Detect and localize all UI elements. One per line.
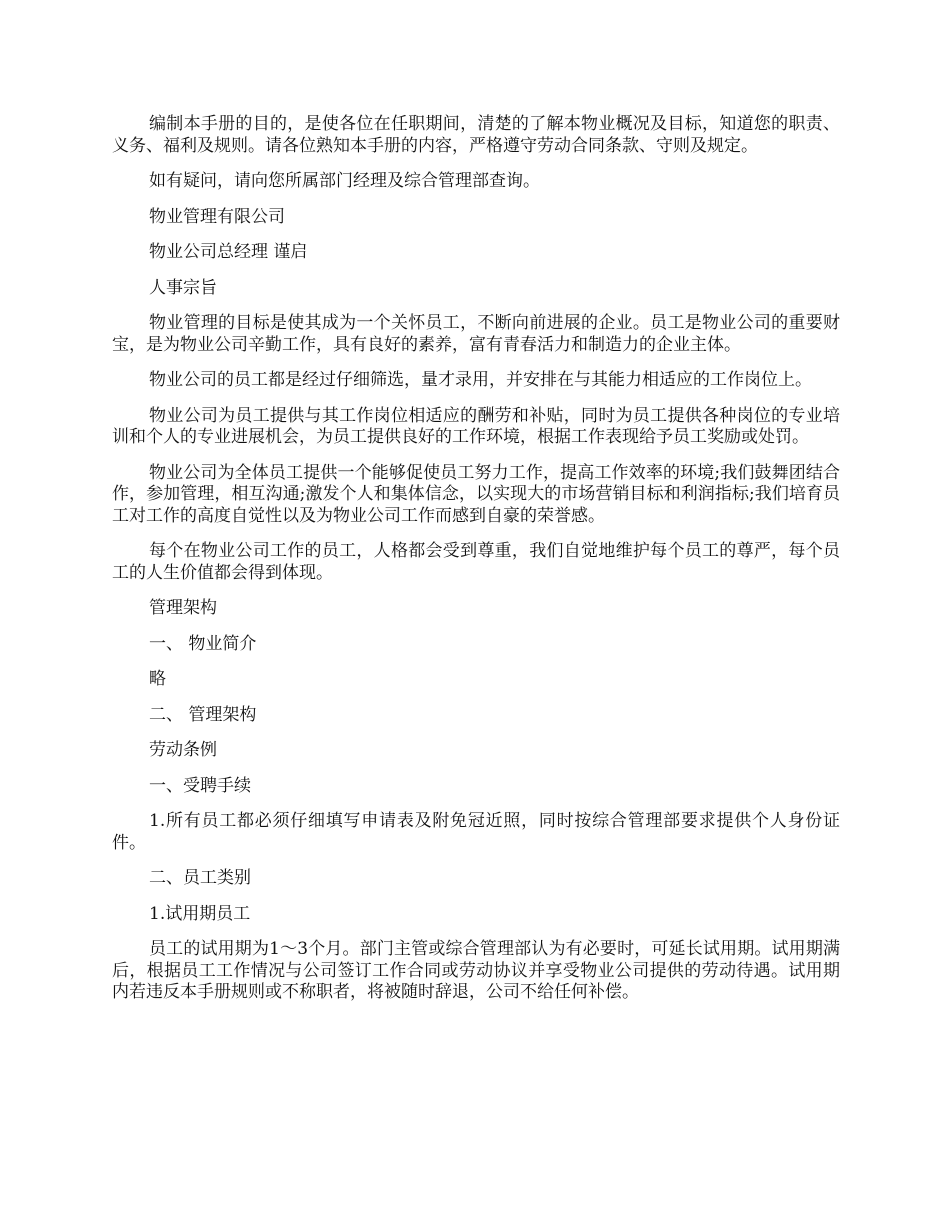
heading-management-structure-2: 二、 管理架构 xyxy=(149,704,257,725)
paragraph-application-form: 1.所有员工都必须仔细填写申请表及附免冠近照，同时按综合管理部要求提供个人身份证件。 xyxy=(112,811,840,853)
paragraph-compensation: 物业公司为员工提供与其工作岗位相适应的酬劳和补贴，同时为员工提供各种岗位的专业培训和个人的专业进展机会，为员工提供良好的工作环境，根据工作表现给予员工奖励或处罚。 xyxy=(112,405,840,447)
paragraph-work-environment: 物业公司为全体员工提供一个能够促使员工努力工作，提高工作效率的环境;我们鼓舞团结合作，参加管理，相互沟通;激发个人和集体信念，以实现大的市场营销目标和利润指标;我们培育员工对工作的高度自觉性以及为物业公司工作而感到自豪的荣誉感。 xyxy=(112,462,841,526)
document-body xyxy=(112,114,840,1018)
paragraph-probation-period: 员工的试用期为1～3个月。部门主管或综合管理部认为有必要时，可延长试用期。试用期满后，根据员工工作情况与公司签订工作合同或劳动协议并享受物业公司提供的劳动待遇。试用期内若违反本手册规则或不称职者，将被随时辞退，公司不给任何补偿。 xyxy=(112,939,840,1002)
paragraph-company-name: 物业管理有限公司 xyxy=(149,206,285,227)
paragraph-signature: 物业公司总经理 谨启 xyxy=(149,242,308,262)
paragraph-employee-selection: 物业公司的员工都是经过仔细筛选，量才录用，并安排在与其能力相适应的工作岗位上。 xyxy=(149,370,812,390)
heading-labor-regulations: 劳动条例 xyxy=(149,740,217,760)
paragraph-inquiry: 如有疑问，请向您所属部门经理及综合管理部查询。 xyxy=(149,171,540,191)
paragraph-omitted: 略 xyxy=(149,669,166,689)
heading-probation-employee: 1.试用期员工 xyxy=(149,903,251,924)
heading-employee-categories: 二、员工类别 xyxy=(149,868,251,888)
heading-hr-purpose: 人事宗旨 xyxy=(149,277,217,298)
paragraph-management-goal: 物业管理的目标是使其成为一个关怀员工，不断向前进展的企业。员工是物业公司的重要财宝，是为物业公司辛勤工作，具有良好的素养，富有青春活力和制造力的企业主体。 xyxy=(112,313,840,355)
paragraph-purpose: 编制本手册的目的，是使各位在任职期间，清楚的了解本物业概况及目标，知道您的职责、义务、福利及规则。请各位熟知本手册的内容，严格遵守劳动合同条款、守则及规定。 xyxy=(112,114,840,156)
heading-management-structure: 管理架构 xyxy=(149,598,217,618)
paragraph-respect: 每个在物业公司工作的员工，人格都会受到尊重，我们自觉地维护每个员工的尊严，每个员工的人生价值都会得到体现。 xyxy=(112,541,840,583)
heading-hiring-procedures: 一、受聘手续 xyxy=(149,775,251,796)
heading-property-intro: 一、 物业简介 xyxy=(149,633,257,654)
